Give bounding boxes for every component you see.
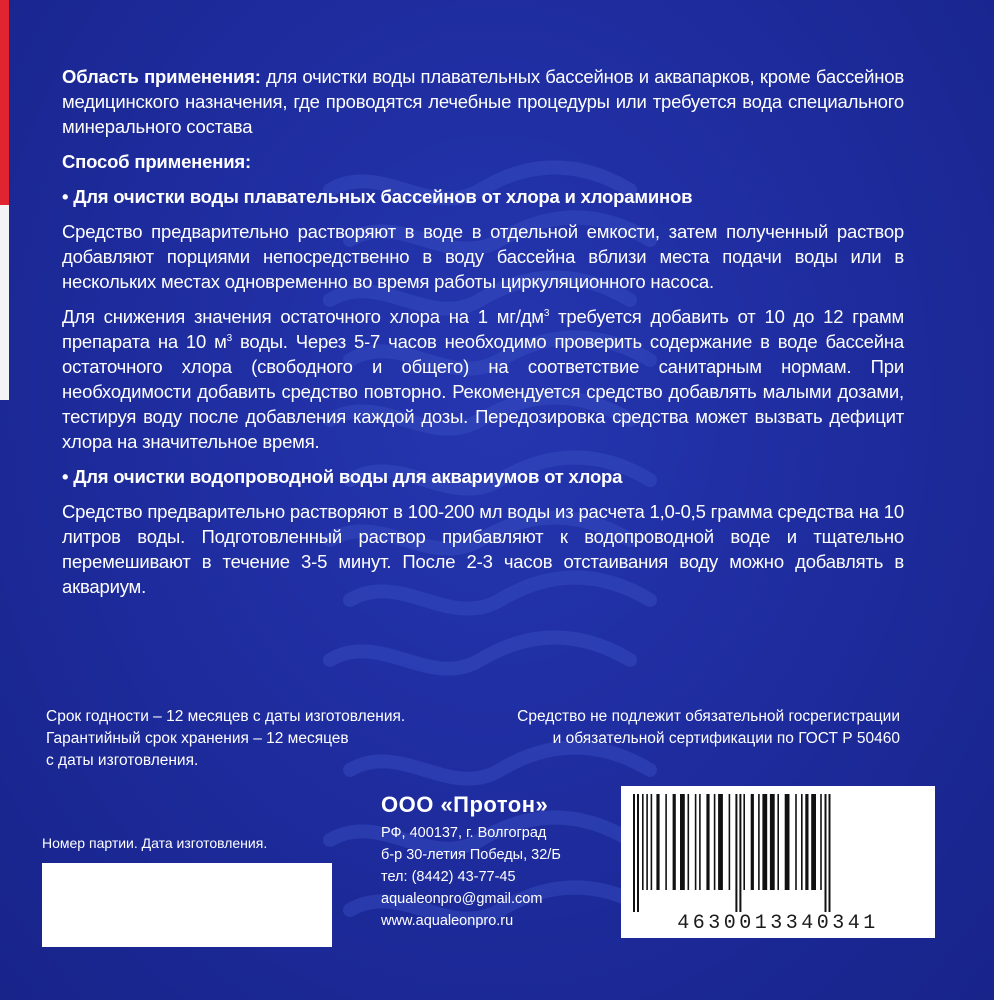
barcode-bar [633,794,635,912]
barcode-bar [706,794,709,890]
barcode-bar [637,794,639,912]
aquarium-section-title: • Для очистки водопроводной воды для аквариумов от хлора [62,466,623,487]
red-stripe [0,0,9,205]
company-name: ООО «Протон» [381,792,549,817]
barcode-bar [651,794,653,890]
shelf-life [46,706,466,772]
barcode-bar [673,794,676,890]
shelf-life-line: Гарантийный срок хранения – 12 месяцев [46,730,349,747]
aquarium-paragraph: Средство предварительно растворяют в 100-200 мл воды из расчета 1,0-0,5 грамма средства на 10 литров воды. Подготовленный раствор прибавляют к водопроводной воде и тщательно перемешивают в течение 3-5 минут. После 2-3 часов отстаивания воду можно добавлять в аквариум. [62,501,904,597]
barcode-bar [680,794,685,890]
registration-note [500,706,900,750]
barcode-bar [718,794,723,890]
barcode-bar [795,794,797,890]
barcode-number: 4630013340341 [629,912,927,935]
batch-field-box [42,863,332,947]
company-address-2: б-р 30-летия Победы, 32/Б [381,847,561,863]
barcode-bar [688,794,690,890]
barcode-bar [714,794,716,890]
barcode-bar [762,794,767,890]
barcode-bar [695,794,697,890]
barcode-bar [820,794,822,890]
barcode-bar [735,794,737,912]
barcode-bar [699,794,701,890]
barcode-bars [631,794,925,912]
pool-paragraph-2: Для снижения значения остаточного хлора на 1 $мг/дм^3$ требуется добавить от 10 до 12 грамм препарата на 10 $м^3$ воды. Через 5-7 часов необходимо проверить содержание в воде бассейна остаточного хлора (свободного и общего) на соответствие санитарным нормам. При необходимости добавить средство повторно. Рекомендуется средство добавлять малыми дозами, тестируя воду после добавления каждой дозы. Передозировка средства может вызвать дефицит хлора на значительное время. [62,306,904,452]
barcode-bar [743,794,745,890]
registration-line: Средство не подлежит обязательной госрегистрации [517,708,900,725]
barcode-bar [739,794,741,912]
pool-section-title: • Для очистки воды плавательных бассейнов от хлора и хлораминов [62,186,693,207]
barcode-bar [777,794,779,890]
application-area-label: Область применения: [62,66,261,87]
company-email: aqualeonpro@gmail.com [381,891,543,907]
barcode-bar [785,794,790,890]
barcode-bar [811,794,816,890]
pool-paragraph-1: Средство предварительно растворяют в воде в отдельной емкости, затем полученный раствор добавляют порциями непосредственно в воду бассейна вблизи места подачи воды или в нескольких местах одновременно во время работы циркуляционного насоса. [62,221,904,292]
company-info [381,792,621,932]
usage-section [62,64,904,599]
method-title: Способ применения: [62,151,251,172]
application-area-text: для очистки воды плавательных бассейнов и аквапарков, кроме бассейнов медицинского назначения, где проводятся лечебные процедуры или требуется вода специального минерального состава [62,66,904,137]
white-stripe [0,205,9,400]
barcode-bar [646,794,648,890]
batch-label: Номер партии. Дата изготовления. [42,835,268,851]
barcode-bar [665,794,667,890]
barcode-bar [829,794,831,912]
registration-line: и обязательной сертификации по ГОСТ Р 50460 [552,730,900,747]
shelf-life-line: с даты изготовления. [46,752,199,769]
barcode-bar [656,794,659,890]
company-phone: тел: (8442) 43-77-45 [381,869,516,885]
barcode-bar [758,794,760,890]
barcode-bar [805,794,808,890]
barcode-bar [801,794,803,890]
barcode-bar [751,794,754,890]
shelf-life-line: Срок годности – 12 месяцев с даты изготовления. [46,708,406,725]
barcode-bar [825,794,827,912]
company-website: www.aqualeonpro.ru [381,913,514,929]
barcode-bar [729,794,731,890]
barcode-bar [642,794,644,890]
company-address-1: РФ, 400137, г. Волгоград [381,825,547,841]
barcode [621,786,935,938]
application-area [62,64,904,139]
barcode-bar [770,794,775,890]
